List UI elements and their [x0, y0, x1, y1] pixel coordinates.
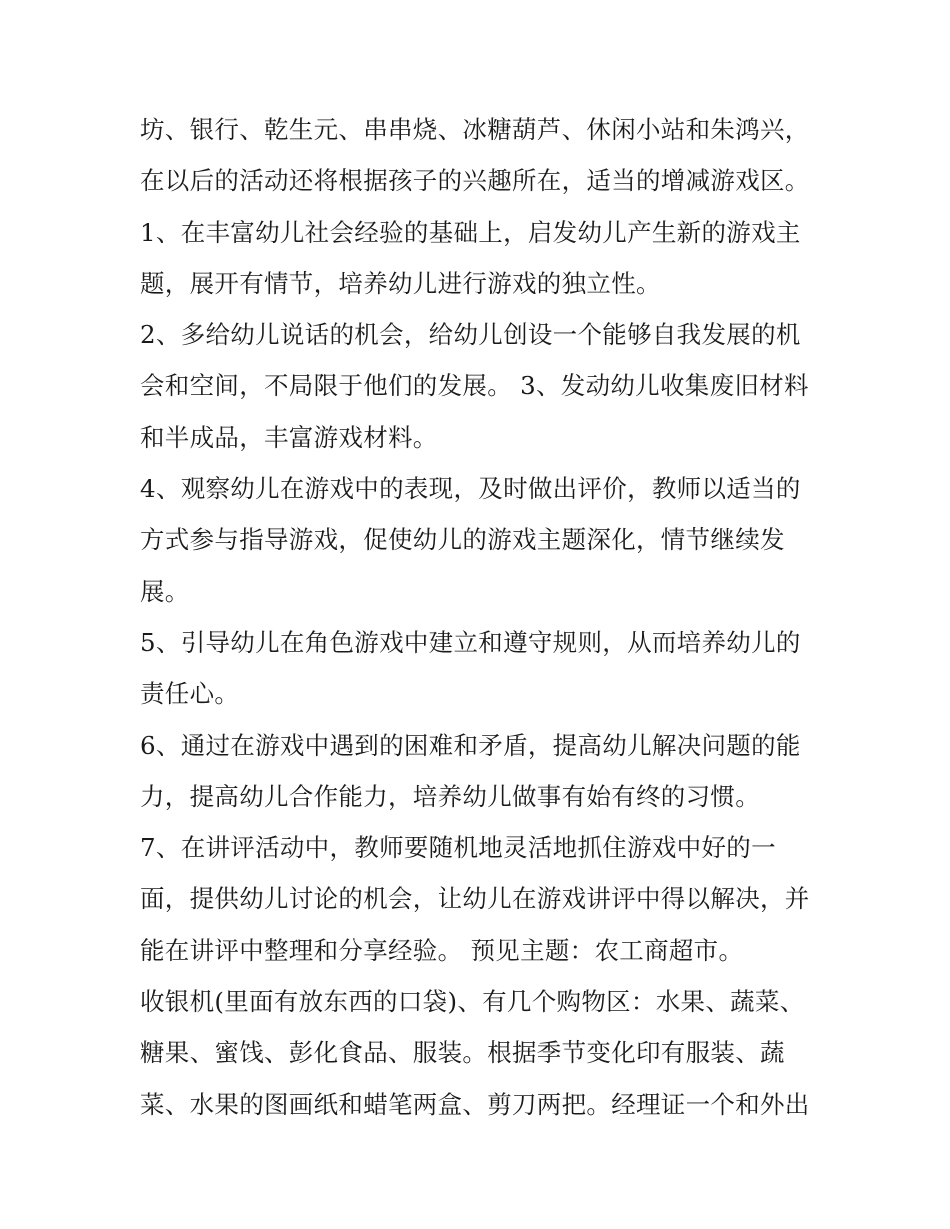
text-line: 菜、水果的图画纸和蜡笔两盒、剪刀两把。经理证一个和外出 — [140, 1089, 810, 1119]
text-line: 2、多给幼儿说话的机会，给幼儿创设一个能够自我发展的机 — [140, 320, 801, 350]
text-line: 坊、银行、乾生元、串串烧、冰糖葫芦、休闲小站和朱鸿兴， — [140, 115, 810, 144]
text-line: 题，展开有情节，培养幼儿进行游戏的独立性。 — [140, 268, 661, 298]
text-line: 收银机(里面有放东西的口袋)、有几个购物区：水果、蔬菜、 — [140, 987, 805, 1017]
text-line: 展。 — [140, 576, 190, 606]
text-line: 6、通过在游戏中遇到的困难和矛盾，提高幼儿解决问题的能 — [140, 730, 801, 760]
text-line: 面，提供幼儿讨论的机会，让幼儿在游戏讲评中得以解决，并 — [140, 884, 810, 914]
text-line: 能在讲评中整理和分享经验。 预见主题：农工商超市。 — [140, 935, 744, 965]
text-line: 4、观察幼儿在游戏中的表现，及时做出评价，教师以适当的 — [140, 474, 801, 504]
text-line: 在以后的活动还将根据孩子的兴趣所在，适当的增减游戏区。 — [140, 166, 810, 196]
document-body — [140, 104, 820, 1130]
text-line: 1、在丰富幼儿社会经验的基础上，启发幼儿产生新的游戏主 — [140, 217, 801, 247]
text-line: 责任心。 — [140, 679, 240, 709]
text-line: 力，提高幼儿合作能力，培养幼儿做事有始有终的习惯。 — [140, 781, 760, 811]
text-line: 会和空间，不局限于他们的发展。 3、发动幼儿收集废旧材料 — [140, 371, 809, 401]
text-line: 和半成品，丰富游戏材料。 — [140, 422, 438, 452]
text-line: 方式参与指导游戏，促使幼儿的游戏主题深化，情节继续发 — [140, 525, 785, 555]
text-line: 5、引导幼儿在角色游戏中建立和遵守规则，从而培养幼儿的 — [140, 627, 801, 657]
text-line: 糖果、蜜饯、彭化食品、服装。根据季节变化印有服装、蔬 — [140, 1038, 785, 1068]
text-line: 7、在讲评活动中，教师要随机地灵活地抓住游戏中好的一 — [140, 833, 776, 863]
